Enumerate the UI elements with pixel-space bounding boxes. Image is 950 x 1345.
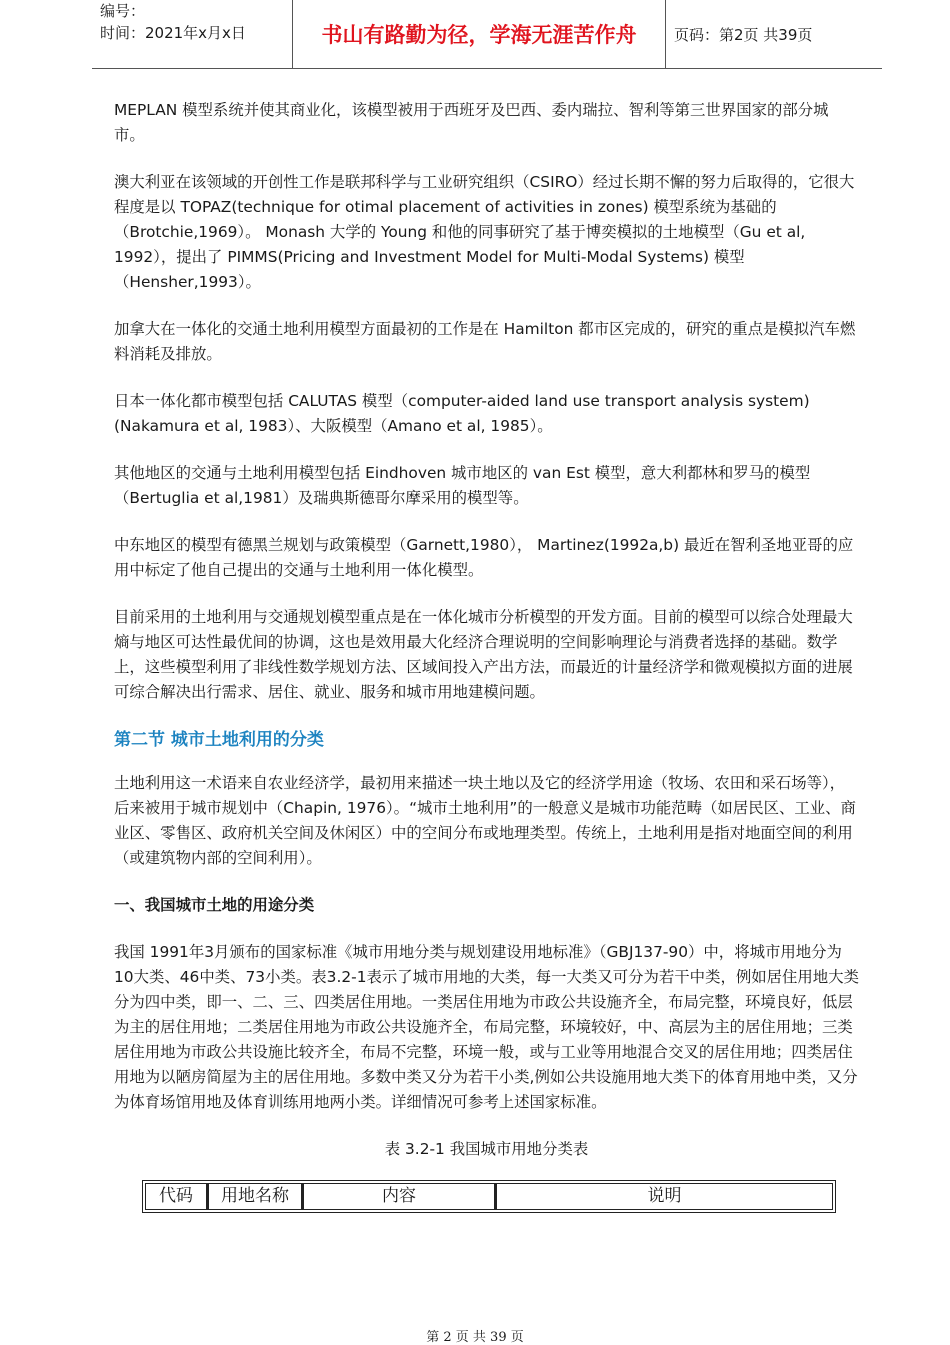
page-header: [92, 0, 882, 69]
paragraph: 目前采用的土地利用与交通规划模型重点是在一体化城市分析模型的开发方面。目前的模型可以综合处理最大熵与地区可达性最优间的协调，这也是效用最大化经济合理说明的空间影响理论与消费者选择的基础。数学上，这些模型利用了非线性数学规划方法、区域间投入产出方法，而最近的计量经济学和微观模拟方面的进展可综合解决出行需求、居住、就业、服务和城市用地建模问题。: [114, 608, 853, 701]
subsection-title: 一、我国城市土地的用途分类: [114, 896, 315, 914]
col-note: 说明: [496, 1184, 833, 1210]
header-motto: 书山有路勤为径，学海无涯苦作舟: [293, 0, 666, 68]
table-header-row: [146, 1184, 833, 1210]
document-body: [114, 98, 859, 1213]
paragraph: 其他地区的交通与土地利用模型包括 Eindhoven 城市地区的 van Est 模型，意大利都林和罗马的模型（Bertuglia et al,1981）及瑞典斯德哥尔摩采用的模型等。: [114, 464, 811, 507]
table-caption: 表 3.2-1 我国城市用地分类表: [384, 1140, 589, 1158]
paragraph: 日本一体化都市模型包括 CALUTAS 模型（computer-aided land use transport analysis system)(Nakamura et al, 1983）、大阪模型（Amano et al, 1985）。: [114, 392, 810, 435]
section-intro: 土地利用这一术语来自农业经济学，最初用来描述一块土地以及它的经济学用途（牧场、农田和采石场等），后来被用于城市规划中（Chapin, 1976）。“城市土地利用”的一般意义是城市功能范畴（如居民区、工业、商业区、零售区、政府机关空间及休闲区）中的空间分布或地理类型。传统上，土地利用是指对地面空间的利用（或建筑物内部的空间利用）。: [114, 774, 856, 867]
land-use-table: [142, 1180, 836, 1213]
header-meta: [92, 0, 293, 68]
time-label: 时间：2021年x月x日: [100, 24, 246, 42]
header-page-info: 页码：第2页 共39页: [674, 25, 813, 44]
section-body: 我国 1991年3月颁布的国家标准《城市用地分类与规划建设用地标准》（GBJ137-90）中，将城市用地分为10大类、46中类、73小类。表3.2-1表示了城市用地的大类，每一大类又可分为若干中类，例如居住用地大类分为四中类，即一、二、三、四类居住用地。一类居住用地为市政公共设施齐全，布局完整，环境良好，低层为主的居住用地；二类居住用地为市政公共设施齐全，布局完整，环境较好，中、高层为主的居住用地；三类居住用地为市政公共设施比较齐全，布局不完整，环境一般，或与工业等用地混合交叉的居住用地；四类居住用地为以陋房简屋为主的居住用地。多数中类又分为若干小类,例如公共设施用地大类下的体育用地中类，又分为体育场馆用地及体育训练用地两小类。详细情况可参考上述国家标准。: [114, 943, 859, 1111]
page-footer: 第 2 页 共 39 页: [426, 1330, 524, 1345]
serial-label: 编号：: [100, 2, 146, 20]
paragraph: 加拿大在一体化的交通土地利用模型方面最初的工作是在 Hamilton 都市区完成的，研究的重点是模拟汽车燃料消耗及排放。: [114, 320, 856, 363]
col-content: 内容: [303, 1184, 496, 1210]
paragraph: MEPLAN 模型系统并使其商业化，该模型被用于西班牙及巴西、委内瑞拉、智利等第三世界国家的部分城市。: [114, 101, 829, 144]
section-title: 第二节 城市土地利用的分类: [114, 730, 324, 750]
col-name: 用地名称: [208, 1184, 303, 1210]
paragraph: 中东地区的模型有德黑兰规划与政策模型（Garnett,1980）， Martinez(1992a,b) 最近在智利圣地亚哥的应用中标定了他自己提出的交通与土地利用一体化模型。: [114, 536, 854, 579]
col-code: 代码: [146, 1184, 208, 1210]
paragraph: 澳大利亚在该领域的开创性工作是联邦科学与工业研究组织（CSIRO）经过长期不懈的努力后取得的，它很大程度是以 TOPAZ(technique for otimal placement of activities in zones) 模型系统为基础的（Brotchie,1969）。 Monash 大学的 Young 和他的同事研究了基于博奕模拟的土地模型（Gu et al, 1992），提出了 PIMMS(Pricing and Investment Model for Multi-Modal Systems) 模型（Hensher,1993）。: [114, 173, 855, 291]
